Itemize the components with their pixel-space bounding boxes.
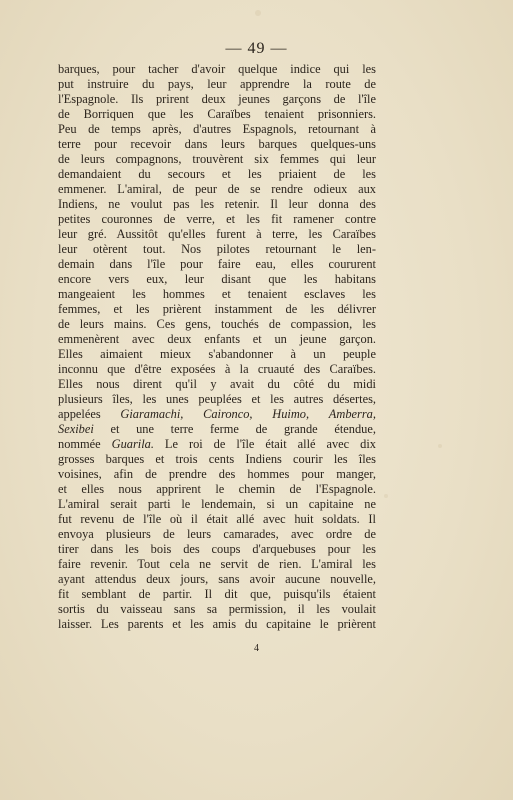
text-line: emmenèrent avec deux enfants et un jeune garçon. <box>58 332 376 346</box>
paper-stain <box>255 10 261 16</box>
text-line: petites couronnes de verre, et les fit ramener contre <box>58 212 376 226</box>
text-line: Indiens, ne voulut pas les retenir. Il leur donna des <box>58 197 376 211</box>
text-line: L'amiral serait parti le lendemain, si un capitaine ne <box>58 497 376 511</box>
text-line: de leurs compagnons, trouvèrent six femmes qui leur <box>58 152 376 166</box>
text-line: de Borriquen que les Caraïbes tenaient prisonniers. <box>58 107 376 121</box>
text-line: voisines, afin de prendre des hommes pour manger, <box>58 467 376 481</box>
paper-stain <box>384 494 388 498</box>
text-line: fit semblant de partir. Il dit que, puisqu'ils étaient <box>58 587 376 601</box>
text-line: Elles aimaient mieux s'abandonner à un peuple <box>58 347 376 361</box>
signature-mark: 4 <box>254 643 259 654</box>
text-line: nommée Guarila. Le roi de l'île était allé avec dix <box>58 437 376 451</box>
text-line: fut revenu de l'île où il était allé avec huit soldats. Il <box>58 512 376 526</box>
text-line: encore vers eux, leur disant que les habitans <box>58 272 376 286</box>
text-line: ayant attendus deux jours, sans avoir aucune nouvelle, <box>58 572 376 586</box>
text-line: barques, pour tacher d'avoir quelque indice qui les <box>58 62 376 76</box>
text-line: appelées Giaramachi, Caironco, Huimo, Amberra, <box>58 407 376 421</box>
text-line: de leurs mains. Ces gens, touchés de compassion, les <box>58 317 376 331</box>
text-line: Peu de temps après, d'autres Espagnols, retournant à <box>58 122 376 136</box>
page-number: — 49 — <box>225 40 288 57</box>
text-line: inconnu que d'être exposées à la cruauté des Caraïbes. <box>58 362 376 376</box>
text-line: emmener. L'amiral, de peur de se rendre odieux aux <box>58 182 376 196</box>
text-line: l'Espagnole. Ils prirent deux jeunes garçons de l'île <box>58 92 376 106</box>
text-line: leur gré. Aussitôt qu'elles furent à terre, les Caraïbes <box>58 227 376 241</box>
text-line: Sexibei et une terre ferme de grande étendue, <box>58 422 376 436</box>
text-line: demandaient du secours et les priaient de les <box>58 167 376 181</box>
text-line: terre pour recevoir dans leurs barques quelques-uns <box>58 137 376 151</box>
text-line: Elles nous dirent qu'il y avait du côté du midi <box>58 377 376 391</box>
text-line: envoya plusieurs de leurs camarades, avec ordre de <box>58 527 376 541</box>
paper-stain <box>438 444 442 448</box>
text-line: faire revenir. Tout cela ne servit de rien. L'amiral les <box>58 557 376 571</box>
text-line: mangeaient les hommes et tenaient esclaves les <box>58 287 376 301</box>
text-line: et elles nous apprirent le chemin de l'Espagnole. <box>58 482 376 496</box>
text-line: tirer dans les bois des coups d'arquebuses pour les <box>58 542 376 556</box>
text-line: demain dans l'île pour faire eau, elles coururent <box>58 257 376 271</box>
text-line: laisser. Les parents et les amis du capitaine le prièrent <box>58 617 376 631</box>
text-line: grosses barques et trois cents Indiens courir les îles <box>58 452 376 466</box>
text-line: leur otèrent tout. Nos pilotes retournant le len- <box>58 242 376 256</box>
text-line: put instruire du pays, leur apprendre la route de <box>58 77 376 91</box>
text-line: plusieurs îles, les unes peuplées et les autres désertes, <box>58 392 376 406</box>
text-line: femmes, et les prièrent instamment de les délivrer <box>58 302 376 316</box>
body-text <box>58 62 376 632</box>
text-line: sortis du vaisseau sans sa permission, il les voulait <box>58 602 376 616</box>
